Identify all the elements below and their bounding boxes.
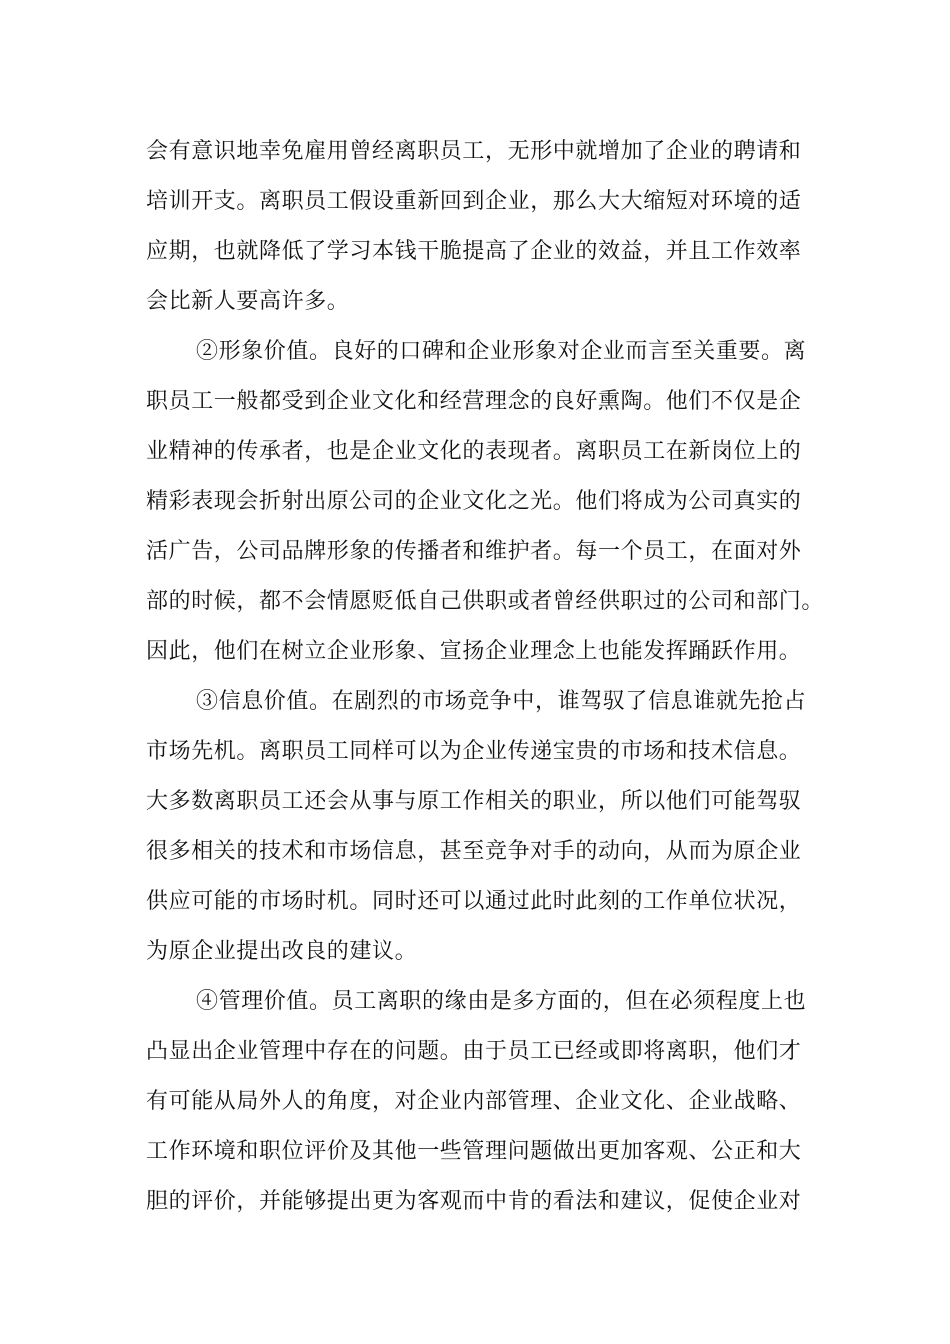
- text-line: 会有意识地幸免雇用曾经离职员工，无形中就增加了企业的聘请和: [146, 139, 802, 164]
- text-line: 凸显出企业管理中存在的问题。由于员工已经或即将离职，他们才: [146, 1039, 802, 1064]
- text-line: 胆的评价，并能够提出更为客观而中肯的看法和建议，促使企业对: [146, 1189, 802, 1214]
- text-line: 职员工一般都受到企业文化和经营理念的良好熏陶。他们不仅是企: [146, 389, 802, 414]
- text-line: 为原企业提出改良的建议。: [146, 939, 418, 964]
- text-line: 因此，他们在树立企业形象、宣扬企业理念上也能发挥踊跃作用。: [146, 639, 802, 664]
- text-line: 会比新人要高许多。: [146, 289, 350, 314]
- text-line: 有可能从局外人的角度，对企业内部管理、企业文化、企业战略、: [146, 1089, 802, 1114]
- text-line: 工作环境和职位评价及其他一些管理问题做出更加客观、公正和大: [146, 1139, 802, 1164]
- text-line: 部的时候，都不会情愿贬低自己供职或者曾经供职过的公司和部门。: [146, 589, 825, 614]
- text-line: 活广告，公司品牌形象的传播者和维护者。每一个员工，在面对外: [146, 539, 802, 564]
- paragraph-start-line: ④管理价值。员工离职的缘由是多方面的，但在必须程度上也: [196, 989, 807, 1014]
- text-line: 大多数离职员工还会从事与原工作相关的职业，所以他们可能驾驭: [146, 789, 802, 814]
- text-line: 精彩表现会折射出原公司的企业文化之光。他们将成为公司真实的: [146, 489, 802, 514]
- text-line: 培训开支。离职员工假设重新回到企业，那么大大缩短对环境的适: [146, 189, 802, 214]
- text-line: 业精神的传承者，也是企业文化的表现者。离职员工在新岗位上的: [146, 439, 802, 464]
- text-line: 供应可能的市场时机。同时还可以通过此时此刻的工作单位状况，: [146, 889, 802, 914]
- text-line: 很多相关的技术和市场信息，甚至竞争对手的动向，从而为原企业: [146, 839, 802, 864]
- text-line: 市场先机。离职员工同样可以为企业传递宝贵的市场和技术信息。: [146, 739, 802, 764]
- text-line: 应期，也就降低了学习本钱干脆提高了企业的效益，并且工作效率: [146, 239, 802, 264]
- paragraph-start-line: ②形象价值。良好的口碑和企业形象对企业而言至关重要。离: [196, 339, 807, 364]
- paragraph-start-line: ③信息价值。在剧烈的市场竞争中，谁驾驭了信息谁就先抢占: [196, 689, 807, 714]
